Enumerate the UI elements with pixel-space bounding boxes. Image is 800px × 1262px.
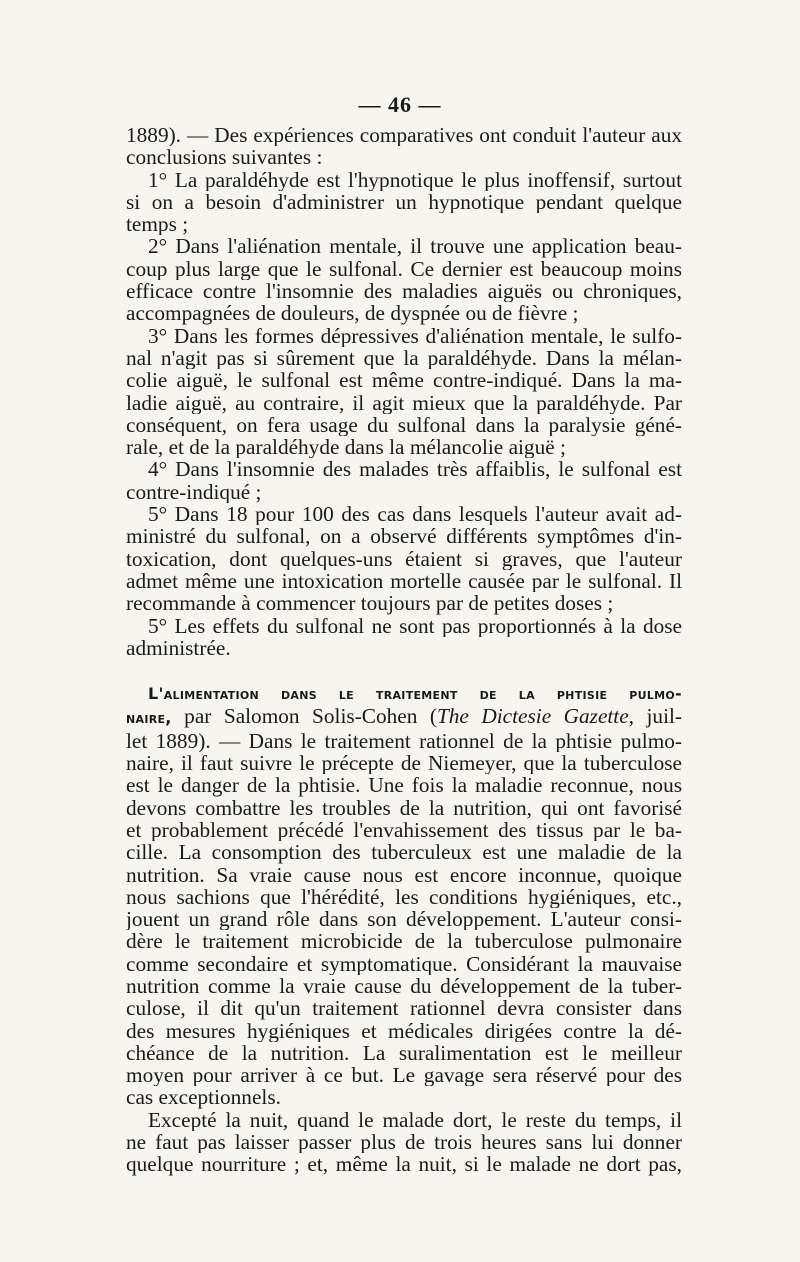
text-line: 4° Dans l'insomnie des malades très affaiblis, le sulfonal est xyxy=(148,458,682,481)
text-line: culose, il dit qu'un traitement rationnel devra consister dans xyxy=(126,997,682,1020)
text-line: contre-indiqué ; xyxy=(126,480,262,504)
text-line: naire, il faut suivre le précepte de Niemeyer, que la tuberculose xyxy=(126,752,682,775)
heading-rest-b: juil- xyxy=(634,705,682,729)
text-line: colie aiguë, le sulfonal est même contre-indiqué. Dans la ma- xyxy=(126,369,682,392)
text-line: nutrition comme la vraie cause du développement de la tuber- xyxy=(126,974,682,998)
heading-rest-a: par Salomon Solis-Cohen ( xyxy=(171,705,437,729)
text-line: coup plus large que le sulfonal. Ce dernier est beaucoup moins xyxy=(126,257,682,281)
journal-title: The Dictesie Gazette, xyxy=(436,705,635,729)
text-line: nal n'agit pas si sûrement que la paraldéhyde. Dans la mélan- xyxy=(126,346,682,370)
body-text xyxy=(126,124,682,1176)
text-line: des mesures hygiéniques et médicales dirigées contre la dé- xyxy=(126,1019,682,1042)
text-line: toxication, dont quelques-uns étaient si graves, que l'auteur xyxy=(126,547,682,570)
text-line: admet même une intoxication mortelle causée par le sulfonal. Il xyxy=(126,569,682,593)
text-line: administrée. xyxy=(126,636,231,660)
text-line: conséquent, on fera usage du sulfonal dans la paralysie géné- xyxy=(126,413,682,437)
text-line: 1889). — Des expériences comparatives ont conduit l'auteur aux xyxy=(126,124,682,147)
text-line: nutrition. Sa vraie cause nous est encore inconnue, quoique xyxy=(126,863,682,886)
text-line: comme secondaire et symptomatique. Considérant la mauvaise xyxy=(126,952,682,975)
text-line: est le danger de la phtisie. Une fois la maladie reconnue, nous xyxy=(126,774,682,797)
first-paragraphs xyxy=(126,124,682,659)
heading-bold-2: naire, xyxy=(126,708,172,728)
text-line: 3° Dans les formes dépressives d'aliénation mentale, le sulfo- xyxy=(148,324,682,347)
text-line: 5° Dans 18 pour 100 des cas dans lesquels l'auteur avait ad- xyxy=(148,503,682,526)
text-line: ladie aiguë, au contraire, il agit mieux que la paraldéhyde. Par xyxy=(126,391,682,414)
text-line: 2° Dans l'aliénation mentale, il trouve une application beau- xyxy=(148,235,682,258)
section-gap xyxy=(126,659,682,681)
text-line: jouent un grand rôle dans son développement. L'auteur consi- xyxy=(126,908,682,931)
section-paragraphs xyxy=(126,730,682,1176)
text-line: et probablement précédé l'envahissement des tissus par le ba- xyxy=(126,818,682,842)
text-line: cas exceptionnels. xyxy=(126,1086,281,1109)
text-line: chéance de la nutrition. La suralimentation est le meilleur xyxy=(126,1041,682,1065)
text-line: si on a besoin d'administrer un hypnotique pendant quelque xyxy=(126,190,682,214)
heading-line-1 xyxy=(126,681,682,705)
text-line: dère le traitement microbicide de la tuberculose pulmonaire xyxy=(126,930,682,953)
text-line: ministré du sulfonal, on a observé différents symptômes d'in- xyxy=(126,525,682,548)
text-line: conclusions suivantes : xyxy=(126,146,323,169)
text-line: 1° La paraldéhyde est l'hypnotique le plus inoffensif, surtout xyxy=(148,168,682,191)
text-line: let 1889). — Dans le traitement rationnel de la phtisie pulmo- xyxy=(126,729,682,753)
text-line: quelque nourriture ; et, même la nuit, si le malade ne dort pas, xyxy=(126,1153,682,1176)
text-line: efficace contre l'insomnie des maladies aiguës ou chroniques, xyxy=(126,280,682,303)
text-line: Excepté la nuit, quand le malade dort, le reste du temps, il xyxy=(148,1108,682,1132)
text-line: temps ; xyxy=(126,213,189,236)
text-line: cille. La consomption des tuberculeux est une maladie de la xyxy=(126,841,682,864)
text-line: recommande à commencer toujours par de petites doses ; xyxy=(126,592,614,615)
text-line: rale, et de la paraldéhyde dans la mélancolie aiguë ; xyxy=(126,436,566,459)
text-line: moyen pour arriver à ce but. Le gavage sera réservé pour des xyxy=(126,1064,682,1087)
heading-line-2 xyxy=(126,705,682,729)
heading-bold-1: L'alimentation dans le traitement de la phtisie pulmo- xyxy=(148,684,682,704)
page-number: — 46 — xyxy=(358,92,442,117)
text-line: accompagnées de douleurs, de dyspnée ou de fièvre ; xyxy=(126,302,579,325)
section-heading xyxy=(126,681,682,730)
text-line: ne faut pas laisser passer plus de trois heures sans lui donner xyxy=(126,1131,682,1154)
text-line: 5° Les effets du sulfonal ne sont pas proportionnés à la dose xyxy=(148,614,682,637)
text-line: devons combattre les troubles de la nutrition, qui ont favorisé xyxy=(126,796,682,819)
text-line: nous sachions que l'hérédité, les conditions hygiéniques, etc., xyxy=(126,885,682,909)
